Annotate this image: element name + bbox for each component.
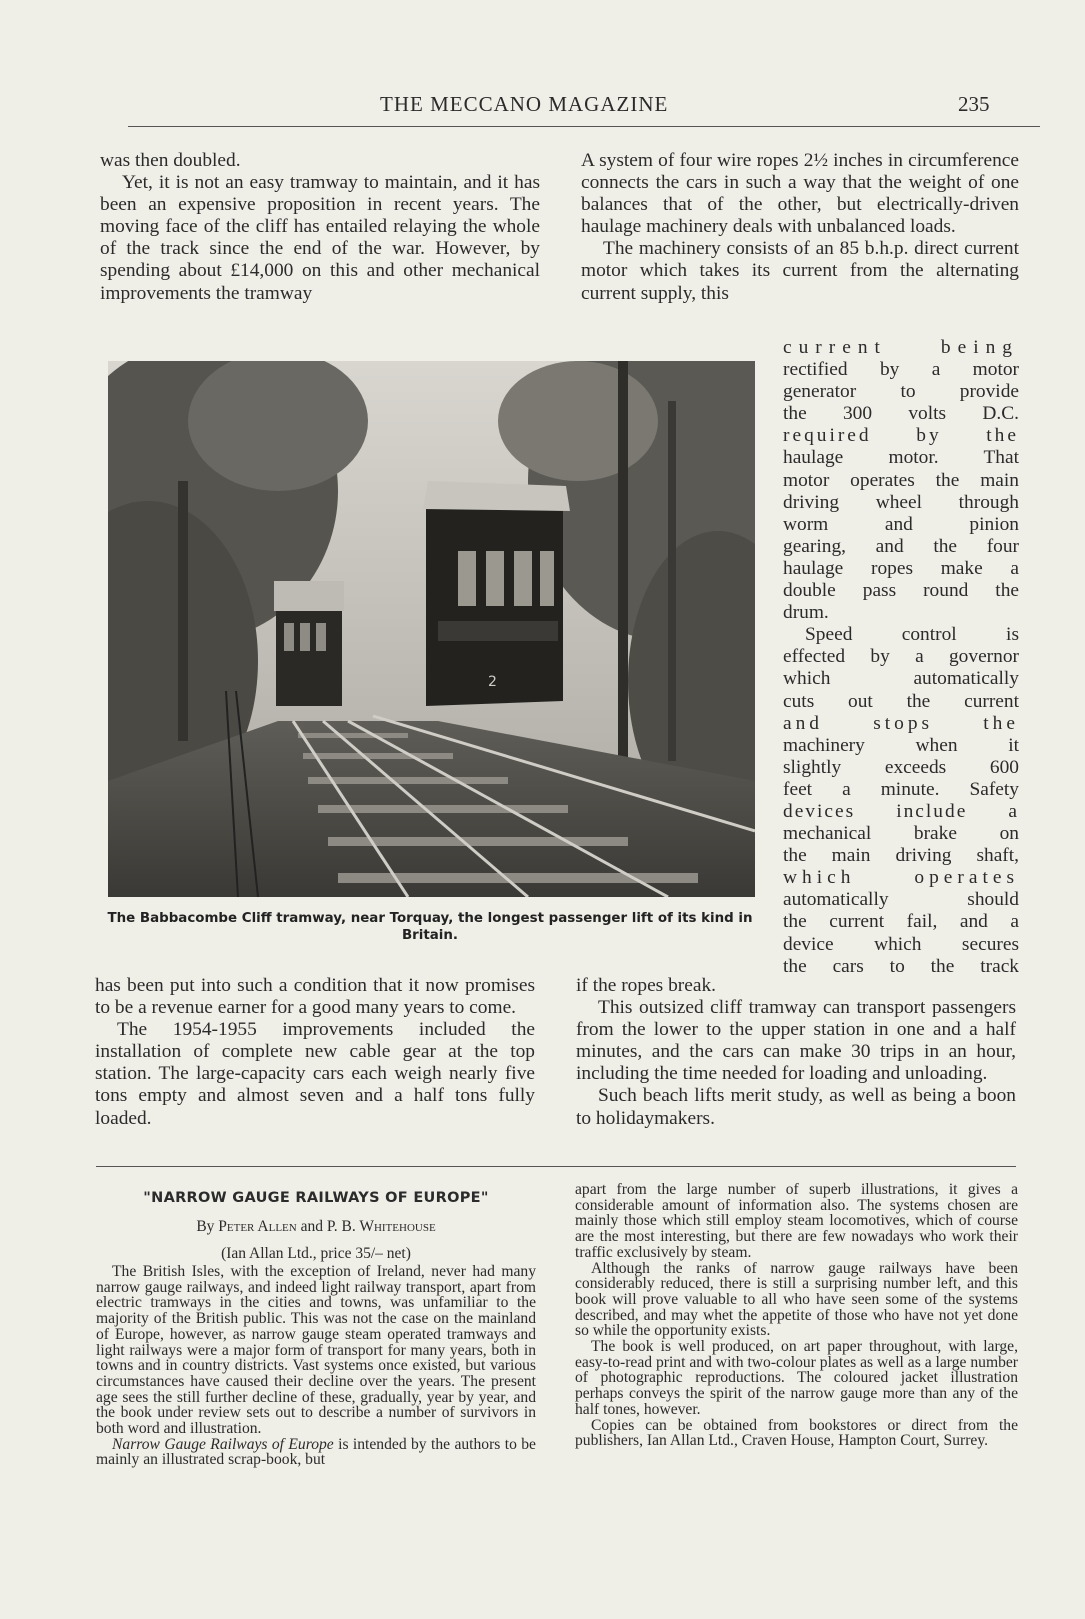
text-line: haulage motor. That xyxy=(783,447,1019,469)
and-label: and xyxy=(300,1218,323,1235)
paragraph: Copies can be obtained from bookstores or direct from the publishers, Ian Allan Ltd., Craven House, Hampton Court, Surrey. xyxy=(575,1416,1018,1450)
magazine-title: THE MECCANO MAGAZINE xyxy=(380,92,669,116)
text-line: which automatically xyxy=(783,668,1019,690)
paragraph: has been put into such a condition that it now promises to be a revenue earner for a good many years to come. xyxy=(95,975,535,1019)
paragraph: if the ropes break. xyxy=(576,975,716,996)
text-line: the main driving shaft, xyxy=(783,845,1019,867)
text-line: the cars to the track xyxy=(783,955,1019,977)
text-line: motor operates the main xyxy=(783,469,1019,491)
paragraph: Such beach lifts merit study, as well as being a boon to holidaymakers. xyxy=(576,1085,1016,1129)
svg-text:2: 2 xyxy=(488,674,497,690)
text-line: drum. xyxy=(783,602,829,624)
review-col1 xyxy=(96,1264,536,1468)
tramway-photo xyxy=(108,361,755,897)
header-rule xyxy=(128,126,1040,127)
text-line: slightly exceeds 600 xyxy=(783,756,1019,778)
text-line: double pass round the xyxy=(783,580,1019,602)
text-line: driving wheel through xyxy=(783,491,1019,513)
review-col2 xyxy=(575,1182,1018,1449)
page-number: 235 xyxy=(958,92,990,116)
text-line: rectified by a motor xyxy=(783,359,1019,381)
paragraph: Although the ranks of narrow gauge railways have been considerably reduced, there is still a surprising number left, and this book will prove valuable to all who have seen some of the systems described, and may whet the appetite of those who have not yet done so while the opportunity exists. xyxy=(575,1259,1018,1340)
text-line: mechanical brake on xyxy=(783,823,1019,845)
book-title: Narrow Gauge Railways of Europe xyxy=(112,1435,334,1453)
text-line: device which secures xyxy=(783,933,1019,955)
text-line: feet a minute. Safety xyxy=(783,778,1019,800)
paragraph: The machinery consists of an 85 b.h.p. direct current motor which takes its current from the alternating current supply, this xyxy=(581,238,1019,304)
article-col1-top xyxy=(100,150,540,305)
paragraph xyxy=(96,1437,536,1468)
text-line: automatically should xyxy=(783,889,1019,911)
review-authors xyxy=(96,1218,536,1236)
text-line: required by the xyxy=(783,425,1019,447)
text-line: effected by a governor xyxy=(783,646,1019,668)
tramway-photo-illustration xyxy=(108,361,755,897)
text-line: cuts out the current xyxy=(783,690,1019,712)
paragraph: was then doubled. xyxy=(100,150,241,171)
by-label: By xyxy=(196,1218,215,1235)
text-line: haulage ropes make a xyxy=(783,557,1019,579)
article-col2-top xyxy=(581,150,1019,305)
text-line: and stops the xyxy=(783,712,1019,734)
paragraph: This outsized cliff tramway can transport passengers from the lower to the upper station in one and a half minutes, and the cars can make 30 trips in an hour, including the time needed for loading and unloading. xyxy=(576,997,1016,1085)
paragraph: The British Isles, with the exception of Ireland, never had many narrow gauge railways, and indeed light railway transport, apart from electric tramways in the cities and towns, was unfamiliar to the majority of the British public. This was not the case on the mainland of Europe, however, as narrow gauge steam operated tramways and light railways were a major form of transport for many years, both in towns and in country districts. Vast systems once existed, but various circumstances have caused their decline over the years. The present age sees the still further decline of these, gradually, year by year, and the book under review sets out to describe a number of survivors in both word and illustration. xyxy=(96,1263,536,1438)
article-col2-bottom xyxy=(576,975,1016,1130)
paragraph: apart from the large number of superb illustrations, it gives a considerable amount of information also. The systems chosen are mainly those which still employ steam locomotives, which of course are the most interesting, but there are few nowadays who work their traffic exclusively by steam. xyxy=(575,1181,1018,1261)
review-publisher: (Ian Allan Ltd., price 35/– net) xyxy=(221,1245,411,1262)
paragraph: The book is well produced, on art paper throughout, with large, easy-to-read print and with two-colour plates as well as a large number of photographic reproductions. The coloured jacket illustration perhaps conveys the spirit of the narrow gauge more than any of the half tones, however. xyxy=(575,1338,1018,1418)
paragraph: Yet, it is not an easy tramway to maintain, and it has been an expensive proposition in recent years. The moving face of the cliff has entailed relaying the whole of the track since the end of the war. However, by spending about £14,000 on this and other mechanical improvements the tramway xyxy=(100,172,540,304)
text-line: devices include a xyxy=(783,800,1019,822)
review-title: "NARROW GAUGE RAILWAYS OF EUROPE" xyxy=(143,1190,489,1206)
paragraph: A system of four wire ropes 2½ inches in circumference connects the cars in such a way that the weight of one balances that of the other, but electrically-driven haulage machinery deals with unbalanced loads. xyxy=(581,150,1019,238)
text-line: the 300 volts D.C. xyxy=(783,403,1019,425)
text-line: generator to provide xyxy=(783,381,1019,403)
text-line: current being xyxy=(783,337,1019,358)
text-line: gearing, and the four xyxy=(783,535,1019,557)
paragraph: The 1954-1955 improvements included the installation of complete new cable gear at the top station. The large-capacity cars each weigh nearly five tons empty and almost seven and a half tons fully loaded. xyxy=(95,1019,535,1129)
text-line: which operates xyxy=(783,867,1019,889)
author-name: P. B. Whitehouse xyxy=(326,1218,436,1235)
review-rule xyxy=(96,1166,1016,1167)
article-wrap-column xyxy=(783,337,1019,978)
author-name: Peter Allen xyxy=(218,1218,297,1235)
photo-caption: The Babbacombe Cliff tramway, near Torquay, the longest passenger lift of its kind in Britain. xyxy=(107,911,753,943)
paragraph-rest: is intended by the authors to be mainly an illustrated scrap-book, but xyxy=(96,1435,536,1469)
text-line: Speed control is xyxy=(805,624,1019,646)
text-line: machinery when it xyxy=(783,734,1019,756)
text-line: worm and pinion xyxy=(783,513,1019,535)
text-line: the current fail, and a xyxy=(783,911,1019,933)
article-col1-bottom xyxy=(95,975,535,1130)
